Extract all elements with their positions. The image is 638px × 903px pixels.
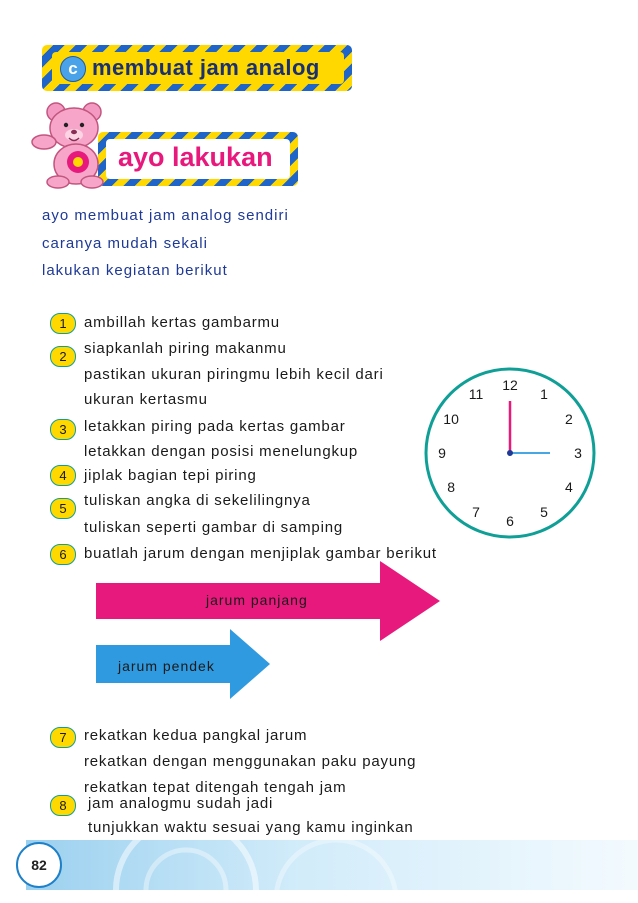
section-title: membuat jam analog xyxy=(92,55,320,80)
step-number: 2 xyxy=(50,346,76,367)
intro-line: caranya mudah sekali xyxy=(42,235,208,252)
page-number: 82 xyxy=(16,842,62,888)
clock-number: 12 xyxy=(502,377,518,393)
section-letter-badge: c xyxy=(60,56,86,82)
step-text: jam analogmu sudah jadi xyxy=(88,795,274,812)
step-text: rekatkan tepat ditengah tengah jam xyxy=(84,779,347,796)
step-text: letakkan dengan posisi menelungkup xyxy=(84,443,359,460)
step-text: rekatkan dengan menggunakan paku payung xyxy=(84,753,417,770)
step-text: letakkan piring pada kertas gambar xyxy=(84,418,346,435)
clock-number: 3 xyxy=(574,445,582,461)
step-number: 8 xyxy=(50,795,76,816)
footer-decoration xyxy=(26,840,638,890)
step-text: tuliskan angka di sekelilingnya xyxy=(84,492,311,509)
clock-center xyxy=(507,450,513,456)
step-text: rekatkan kedua pangkal jarum xyxy=(84,727,308,744)
clock-number: 7 xyxy=(472,503,480,520)
clock-number: 5 xyxy=(540,503,548,520)
clock-number: 1 xyxy=(540,386,548,403)
step-text: tuliskan seperti gambar di samping xyxy=(84,519,343,536)
clock-number: 11 xyxy=(468,386,484,403)
footer-wave xyxy=(26,840,638,890)
step-number: 5 xyxy=(50,498,76,519)
clock-number: 4 xyxy=(565,479,573,495)
step-text: jiplak bagian tepi piring xyxy=(84,467,257,484)
step-text: siapkanlah piring makanmu xyxy=(84,340,287,357)
intro-line: lakukan kegiatan berikut xyxy=(42,262,228,279)
activity-title: ayo lakukan xyxy=(118,142,273,172)
step-number: 1 xyxy=(50,313,76,334)
clock-number: 10 xyxy=(443,411,459,427)
step-text: buatlah jarum dengan menjiplak gambar berikut xyxy=(84,545,437,562)
bear-icon xyxy=(30,98,122,190)
step-number: 7 xyxy=(50,727,76,748)
step-number: 3 xyxy=(50,419,76,440)
clock-number: 8 xyxy=(447,479,455,495)
intro-line: ayo membuat jam analog sendiri xyxy=(42,207,289,224)
short-hand-label: jarum pendek xyxy=(118,658,215,674)
clock-number: 6 xyxy=(506,513,514,529)
step-text: pastikan ukuran piringmu lebih kecil dari xyxy=(84,366,384,383)
step-text: ambillah kertas gambarmu xyxy=(84,314,280,331)
step-text: tunjukkan waktu sesuai yang kamu inginkan xyxy=(88,819,414,836)
analog-clock xyxy=(422,366,598,540)
clock-number: 2 xyxy=(565,411,573,427)
step-number: 6 xyxy=(50,544,76,565)
step-number: 4 xyxy=(50,465,76,486)
long-hand-label: jarum panjang xyxy=(206,592,308,608)
clock-number: 9 xyxy=(438,445,446,461)
step-text: ukuran kertasmu xyxy=(84,391,208,408)
